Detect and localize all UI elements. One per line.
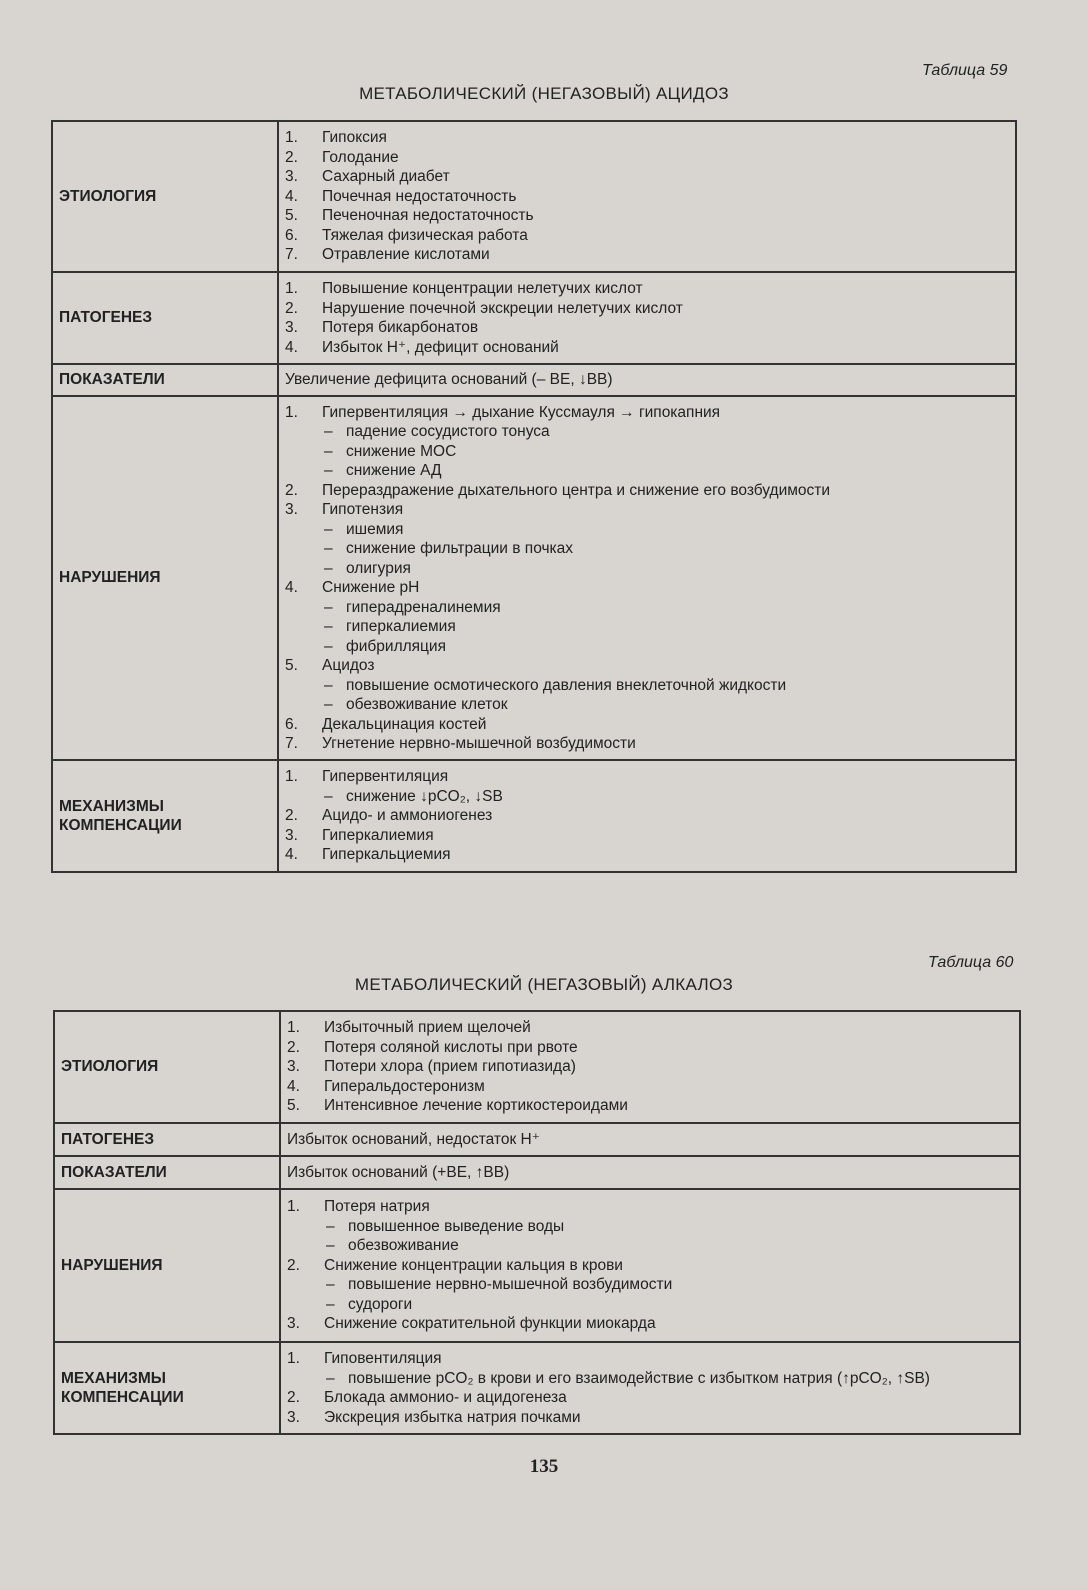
item-text: Гиперкальциемия [322, 846, 451, 864]
row-head: ПАТОГЕНЕЗ [54, 1123, 280, 1156]
list [280, 1011, 1020, 1123]
dash-bullet: – [324, 442, 333, 460]
dash-bullet: – [326, 1217, 335, 1235]
dash-bullet: – [324, 423, 333, 440]
dash-bullet: – [324, 520, 333, 538]
row-head [52, 760, 278, 872]
page-number: 135 [529, 1456, 559, 1477]
head-line: МЕХАНИЗМЫ [59, 797, 164, 815]
item-text: Повышение концентрации нелетучих кислот [322, 280, 643, 297]
item-text: Снижение сократительной функции миокарда [324, 1315, 656, 1333]
item-number: 1. [287, 1019, 300, 1037]
list-item [287, 1077, 1013, 1097]
sub-item [285, 539, 1009, 559]
list-item [285, 806, 1009, 826]
sub-item-text: гиперадреналинемия [346, 598, 501, 616]
item-number: 4. [285, 846, 298, 864]
item-text: Печеночная недостаточность [322, 207, 534, 225]
sub-item [285, 422, 1009, 442]
table-60-title: МЕТАБОЛИЧЕСКИЙ (НЕГАЗОВЫЙ) АЛКАЛОЗ [354, 975, 734, 994]
item-number: 2. [287, 1256, 300, 1274]
list-item [285, 767, 1009, 787]
item-number: 1. [285, 403, 298, 421]
item-number: 2. [285, 299, 298, 317]
item-number: 1. [285, 129, 298, 147]
item-text: Интенсивное лечение кортикостероидами [324, 1097, 628, 1115]
sub-item [285, 461, 1009, 481]
sub-item [285, 598, 1009, 618]
table-59-title: МЕТАБОЛИЧЕСКИЙ (НЕГАЗОВЫЙ) АЦИДОЗ [359, 84, 729, 103]
sub-item-text: снижение фильтрации в почках [346, 540, 574, 557]
sub-item [287, 1369, 1013, 1389]
list-item [287, 1314, 1013, 1334]
item-number: 3. [285, 168, 298, 186]
row-head: ПАТОГЕНЕЗ [52, 272, 278, 364]
item-number: 3. [285, 319, 298, 336]
table-59-number: Таблица 59 [922, 62, 1008, 79]
item-text: Голодание [322, 148, 399, 166]
list-item [287, 1408, 1013, 1428]
item-text: Отравление кислотами [322, 246, 490, 264]
list-item [287, 1038, 1013, 1058]
item-text: Ацидо- и аммониогенез [322, 807, 493, 825]
sub-item-text: повышение нервно-мышечной возбудимости [348, 1276, 673, 1294]
item-text: Тяжелая физическая работа [322, 226, 528, 244]
sub-item-text: снижение МОС [346, 442, 457, 460]
item-number: 1. [287, 1350, 300, 1367]
list [280, 1189, 1020, 1342]
table-row [52, 396, 1016, 760]
item-number: 2. [285, 148, 298, 166]
dash-bullet: – [324, 787, 333, 805]
item-number: 1. [285, 280, 298, 297]
list [278, 396, 1016, 760]
dash-bullet: – [324, 696, 333, 713]
list-item [285, 148, 1009, 168]
dash-bullet: – [326, 1295, 335, 1313]
list-item [285, 656, 1009, 676]
item-text: Гипервентиляция → дыхание Куссмауля → гипокапния [322, 403, 721, 421]
dash-bullet: – [324, 540, 333, 557]
item-text: Блокада аммонио- и ацидогенеза [324, 1389, 567, 1406]
dash-bullet: – [324, 637, 333, 655]
table-60-number: Таблица 60 [928, 954, 1014, 971]
row-head: НАРУШЕНИЯ [54, 1189, 280, 1342]
sub-item-text: повышение осмотического давления внеклеточной жидкости [346, 676, 787, 694]
list-item [285, 318, 1009, 338]
item-number: 3. [285, 826, 298, 844]
item-text: Сахарный диабет [322, 168, 450, 186]
item-number: 3. [285, 501, 298, 518]
list-item [285, 845, 1009, 865]
table-row [52, 121, 1016, 272]
list-item [285, 715, 1009, 735]
row-head: ЭТИОЛОГИЯ [52, 121, 278, 272]
item-text: Декальцинация костей [322, 715, 487, 733]
list-item [285, 299, 1009, 319]
list [278, 272, 1016, 364]
sub-item-text: фибрилляция [346, 637, 446, 655]
item-number: 2. [287, 1389, 300, 1406]
item-text: Снижение pH [322, 579, 420, 596]
dash-bullet: – [324, 676, 333, 694]
item-number: 4. [285, 579, 298, 596]
item-text: Потеря натрия [324, 1198, 430, 1216]
item-number: 3. [287, 1058, 300, 1076]
cell-text: Избыток оснований (+BE, ↑BB) [280, 1156, 1020, 1189]
item-number: 1. [287, 1198, 300, 1216]
item-text: Гипервентиляция [322, 768, 449, 786]
item-text: Угнетение нервно-мышечной возбудимости [322, 735, 636, 752]
list-item [287, 1018, 1013, 1038]
item-number: 2. [287, 1038, 300, 1056]
list-item [285, 279, 1009, 299]
sub-item [285, 617, 1009, 637]
item-number: 2. [285, 481, 298, 499]
table-60 [53, 1010, 1021, 1435]
item-number: 4. [285, 187, 298, 205]
dash-bullet: – [326, 1276, 335, 1294]
list-item [285, 403, 1009, 423]
item-number: 3. [287, 1315, 300, 1333]
dash-bullet: – [324, 559, 333, 577]
list [278, 760, 1016, 872]
item-text: Ацидоз [322, 657, 375, 674]
row-head: ЭТИОЛОГИЯ [54, 1011, 280, 1123]
list-item [285, 187, 1009, 207]
sub-item [287, 1295, 1013, 1315]
list-item [287, 1197, 1013, 1217]
sub-item [285, 442, 1009, 462]
sub-item-text: обезвоживание [348, 1237, 459, 1255]
list-item [285, 481, 1009, 501]
head-line: МЕХАНИЗМЫ [61, 1369, 166, 1387]
cell-text: Избыток оснований, недостаток Н⁺ [280, 1123, 1020, 1156]
list-item [285, 245, 1009, 265]
item-number: 5. [287, 1097, 300, 1115]
dash-bullet: – [324, 462, 333, 479]
table-row [54, 1189, 1020, 1342]
table-row [54, 1342, 1020, 1434]
item-number: 1. [285, 768, 298, 786]
sub-item-text: снижение АД [346, 462, 442, 479]
table-row [52, 364, 1016, 396]
item-number: 2. [285, 807, 298, 825]
sub-item-text: гиперкалиемия [346, 618, 456, 635]
table-row [52, 272, 1016, 364]
list-item [285, 500, 1009, 520]
list-item [285, 226, 1009, 246]
list-item [287, 1096, 1013, 1116]
table-59 [51, 120, 1017, 873]
item-text: Потеря бикарбонатов [322, 319, 479, 336]
table-row [54, 1011, 1020, 1123]
sub-item-text: ишемия [346, 520, 404, 538]
item-number: 7. [285, 735, 298, 752]
sub-item [285, 559, 1009, 579]
sub-item-text: судороги [348, 1295, 413, 1313]
dash-bullet: – [326, 1237, 335, 1255]
item-text: Гиперальдостеронизм [324, 1077, 485, 1095]
sub-item [287, 1275, 1013, 1295]
dash-bullet: – [324, 618, 333, 635]
item-number: 4. [287, 1077, 300, 1095]
sub-item [287, 1236, 1013, 1256]
list [280, 1342, 1020, 1434]
sub-item [287, 1217, 1013, 1237]
dash-bullet: – [324, 598, 333, 616]
table-row [52, 760, 1016, 872]
list-item [285, 167, 1009, 187]
sub-item-text: падение сосудистого тонуса [346, 423, 550, 440]
dash-bullet: – [326, 1369, 335, 1387]
list-item [287, 1057, 1013, 1077]
table-row [54, 1156, 1020, 1189]
item-text: Избыточный прием щелочей [324, 1019, 531, 1037]
item-number: 5. [285, 207, 298, 225]
row-head: НАРУШЕНИЯ [52, 396, 278, 760]
row-head: ПОКАЗАТЕЛИ [52, 364, 278, 396]
item-text: Гипотензия [322, 501, 404, 518]
row-head [54, 1342, 280, 1434]
cell-text: Увеличение дефицита оснований (– BE, ↓BB) [278, 364, 1016, 396]
item-number: 4. [285, 338, 298, 356]
head-line: КОМПЕНСАЦИИ [59, 817, 182, 834]
item-text: Потеря соляной кислоты при рвоте [324, 1038, 578, 1056]
item-text: Снижение концентрации кальция в крови [324, 1256, 623, 1274]
sub-item [285, 695, 1009, 715]
sub-item-text: снижение ↓pCO₂, ↓SB [346, 787, 503, 805]
item-text: Нарушение почечной экскреции нелетучих кислот [322, 299, 683, 317]
list-item [285, 206, 1009, 226]
sub-item-text: повышение pCO₂ в крови и его взаимодействие с избытком натрия (↑pCO₂, ↑SB) [348, 1369, 930, 1387]
item-text: Гипоксия [322, 129, 387, 147]
item-number: 5. [285, 657, 298, 674]
list-item [287, 1388, 1013, 1408]
sub-item [285, 520, 1009, 540]
list-item [287, 1256, 1013, 1276]
list-item [285, 338, 1009, 358]
list [278, 121, 1016, 272]
item-number: 3. [287, 1408, 300, 1426]
row-head: ПОКАЗАТЕЛИ [54, 1156, 280, 1189]
list-item [287, 1349, 1013, 1369]
item-number: 6. [285, 715, 298, 733]
sub-item-text: обезвоживание клеток [346, 696, 508, 713]
list-item [285, 734, 1009, 754]
item-number: 7. [285, 246, 298, 264]
item-text: Экскреция избытка натрия почками [324, 1408, 581, 1426]
table-row [54, 1123, 1020, 1156]
list-item [285, 826, 1009, 846]
head-line: КОМПЕНСАЦИИ [61, 1389, 184, 1406]
item-number: 6. [285, 226, 298, 244]
item-text: Гиповентиляция [324, 1350, 442, 1367]
item-text: Почечная недостаточность [322, 187, 517, 205]
item-text: Перераздражение дыхательного центра и снижение его возбудимости [322, 481, 831, 499]
sub-item-text: повышенное выведение воды [348, 1217, 565, 1235]
item-text: Избыток Н⁺, дефицит оснований [322, 338, 559, 356]
list-item [285, 128, 1009, 148]
sub-item [285, 676, 1009, 696]
sub-item [285, 637, 1009, 657]
item-text: Потери хлора (прием гипотиазида) [324, 1058, 576, 1076]
sub-item [285, 787, 1009, 807]
list-item [285, 578, 1009, 598]
item-text: Гиперкалиемия [322, 826, 434, 844]
sub-item-text: олигурия [346, 559, 411, 577]
